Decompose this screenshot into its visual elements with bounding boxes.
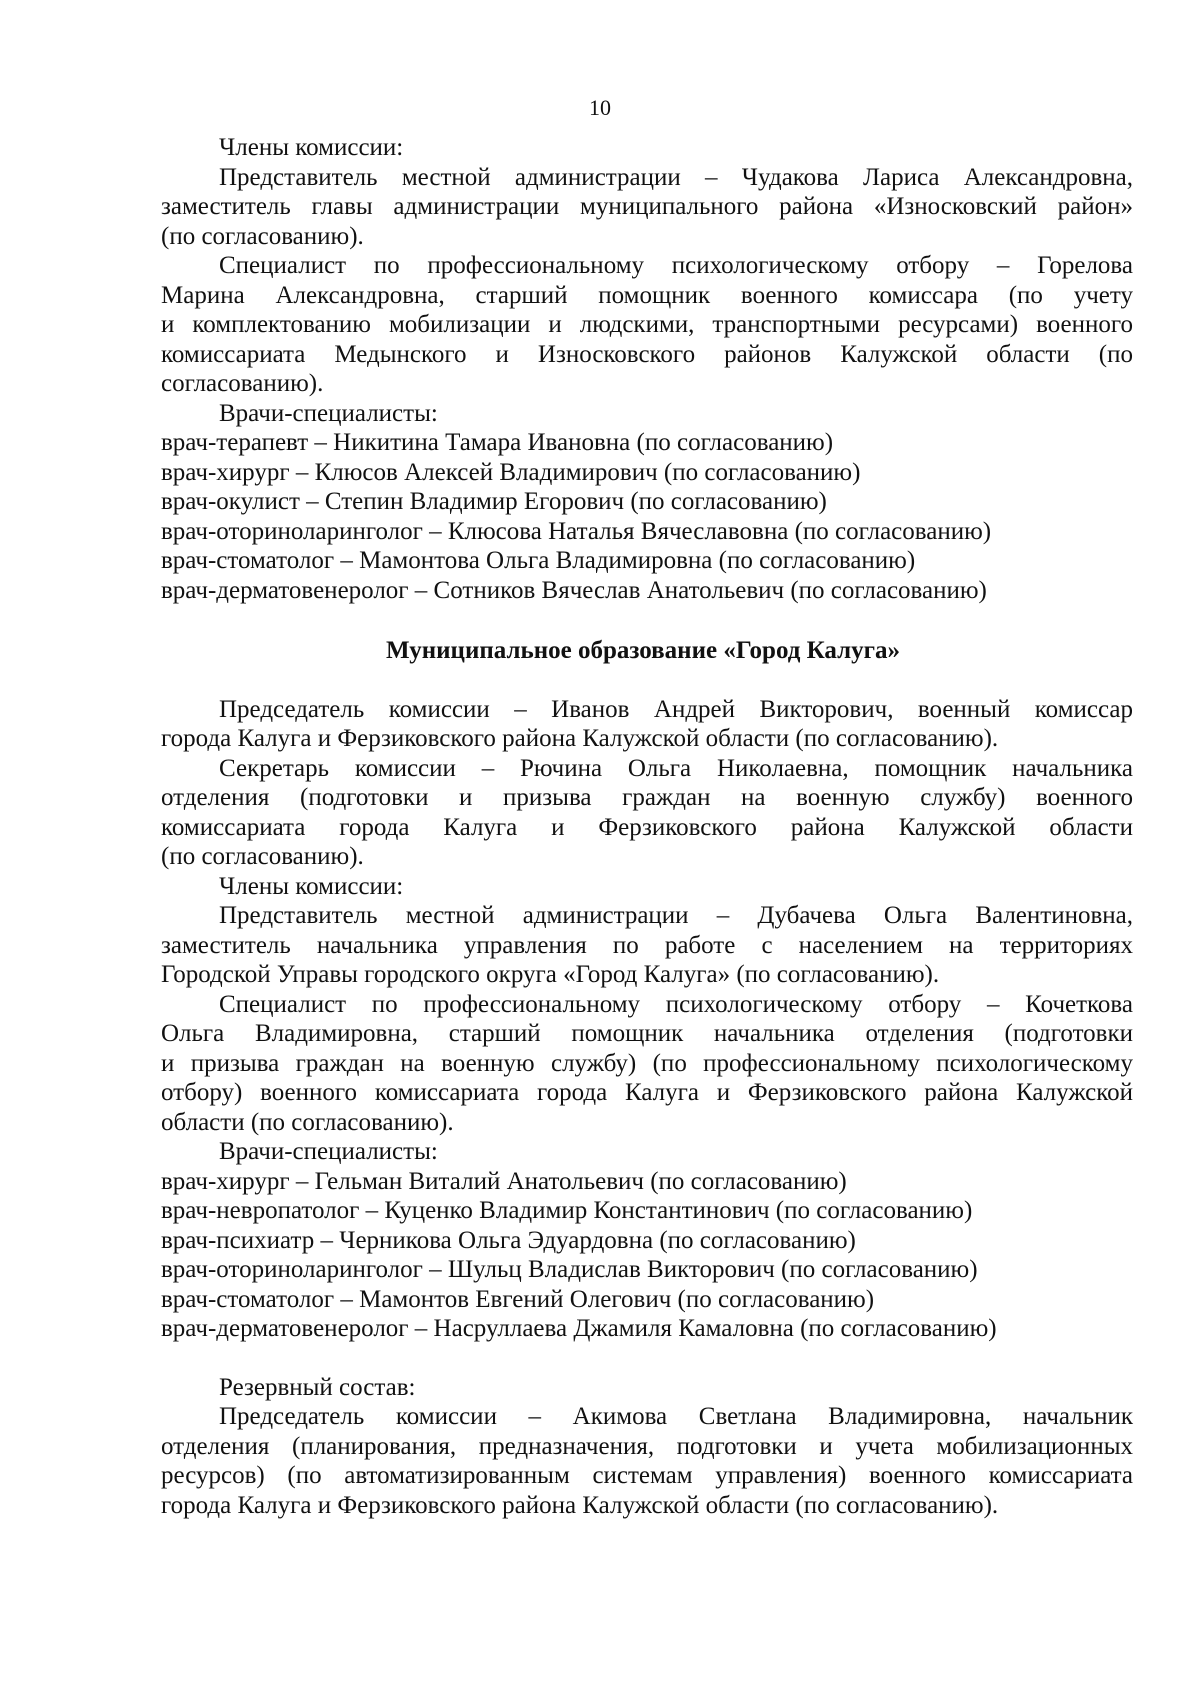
paragraph-rep-local-admin [161, 901, 1133, 990]
list-item: врач-хирург – Гельман Виталий Анатольевич (по согласованию) [161, 1167, 847, 1195]
text-line: Специалист по профессиональному психологическому отбору – Горелова [219, 252, 1133, 279]
doctors-list [161, 1167, 1133, 1344]
text-line: комиссариата Медынского и Износковского районов Калужской области (по [161, 340, 1133, 368]
text-line: Председатель комиссии – Акимова Светлана Владимировна, начальник [219, 1403, 1133, 1430]
text-line: Марина Александровна, старший помощник военного комиссара (по учету [161, 281, 1133, 309]
paragraph-psych-specialist [161, 990, 1133, 1138]
text-line: и комплектованию мобилизации и людскими, транспортными ресурсами) военного [161, 311, 1133, 338]
paragraph-psych-specialist [161, 251, 1133, 399]
list-item: врач-оториноларинголог – Клюсова Наталья Вячеславовна (по согласованию) [161, 517, 992, 545]
paragraph-chairman [161, 695, 1133, 754]
list-item: врач-окулист – Степин Владимир Егорович (по согласованию) [161, 488, 827, 515]
text-line: Ольга Владимировна, старший помощник начальника отделения (подготовки [161, 1020, 1133, 1047]
list-item: врач-терапевт – Никитина Тамара Ивановна (по согласованию) [161, 429, 834, 456]
doctors-label: Врачи-специалисты: [219, 1138, 438, 1165]
list-item: врач-дерматовенеролог – Насруллаева Джамиля Камаловна (по согласованию) [161, 1315, 997, 1342]
list-item: врач-невропатолог – Куценко Владимир Константинович (по согласованию) [161, 1197, 973, 1224]
doctors-list [161, 428, 1133, 605]
text-line: города Калуга и Ферзиковского района Калужской области (по согласованию). [161, 1491, 999, 1519]
spacer [161, 1344, 1133, 1373]
text-line: комиссариата города Калуга и Ферзиковского района Калужской области [161, 813, 1133, 841]
text-line: Председатель комиссии – Иванов Андрей Викторович, военный комиссар [219, 695, 1133, 723]
text-line: Представитель местной администрации – Дубачева Ольга Валентиновна, [219, 902, 1133, 929]
text-line: города Калуга и Ферзиковского района Калужской области (по согласованию). [161, 725, 999, 752]
document-body [161, 133, 1133, 1520]
text-line: Представитель местной администрации – Чудакова Лариса Александровна, [219, 163, 1133, 191]
list-item: врач-оториноларинголог – Шульц Владислав Викторович (по согласованию) [161, 1256, 978, 1283]
text-line: заместитель главы администрации муниципального района «Износковский район» [161, 193, 1133, 220]
paragraph-rep-local-admin [161, 163, 1133, 252]
text-line: и призыва граждан на военную службу) (по профессиональному психологическому [161, 1049, 1133, 1077]
text-line: (по согласованию). [161, 843, 364, 870]
text-line: отбору) военного комиссариата города Калуга и Ферзиковского района Калужской [161, 1079, 1133, 1106]
list-item: врач-психиатр – Черникова Ольга Эдуардовна (по согласованию) [161, 1226, 856, 1254]
members-label: Члены комиссии: [219, 134, 404, 161]
list-item: врач-стоматолог – Мамонтов Евгений Олегович (по согласованию) [161, 1285, 875, 1313]
text-line: Специалист по профессиональному психологическому отбору – Кочеткова [219, 990, 1133, 1018]
doctors-label: Врачи-специалисты: [219, 399, 438, 427]
members-label: Члены комиссии: [219, 872, 404, 900]
page-number: 10 [589, 95, 611, 120]
text-line: области (по согласованию). [161, 1108, 454, 1136]
text-line: согласованию). [161, 370, 324, 397]
list-item: врач-стоматолог – Мамонтова Ольга Владимировна (по согласованию) [161, 547, 916, 574]
list-item: врач-хирург – Клюсов Алексей Владимирович (по согласованию) [161, 458, 861, 486]
text-line: ресурсов) (по автоматизированным системам управления) военного комиссариата [161, 1462, 1133, 1489]
text-line: отделения (подготовки и призыва граждан на военную службу) военного [161, 784, 1133, 811]
text-line: (по согласованию). [161, 222, 364, 250]
paragraph-secretary [161, 754, 1133, 872]
list-item: врач-дерматовенеролог – Сотников Вячеслав Анатольевич (по согласованию) [161, 576, 987, 604]
paragraph-reserve-chairman [161, 1402, 1133, 1520]
text-line: Городской Управы городского округа «Город Калуга» (по согласованию). [161, 961, 940, 988]
text-line: отделения (планирования, предназначения, подготовки и учета мобилизационных [161, 1432, 1133, 1460]
text-line: Секретарь комиссии – Рючина Ольга Николаевна, помощник начальника [219, 754, 1133, 782]
text-line: заместитель начальника управления по работе с населением на территориях [161, 931, 1133, 959]
reserve-label: Резервный состав: [219, 1373, 416, 1401]
section-heading: Муниципальное образование «Город Калуга» [385, 637, 901, 664]
